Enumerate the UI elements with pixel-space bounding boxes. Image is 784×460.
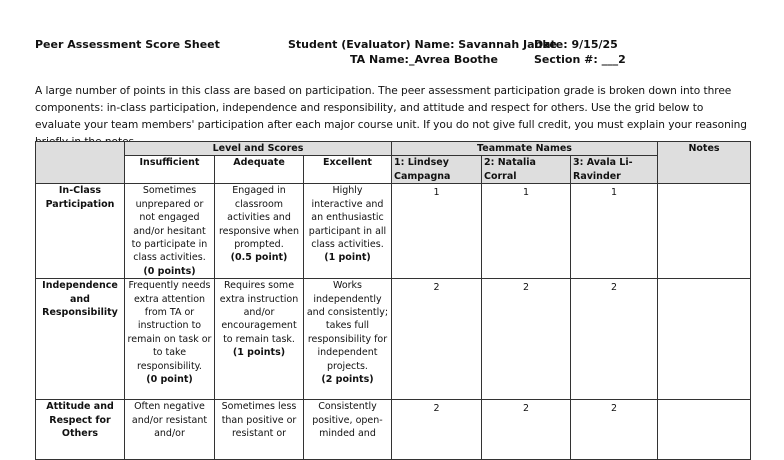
teammate-header: Teammate Names xyxy=(392,142,658,156)
corner-cell xyxy=(36,142,125,184)
assessment-table xyxy=(35,141,751,460)
score-cell[interactable]: 2 xyxy=(482,400,571,460)
score-cell[interactable]: 2 xyxy=(392,400,482,460)
criteria-cell: Engaged in classroom activities and responsive when prompted. (0.5 point) xyxy=(215,184,304,279)
level-adequate: Adequate xyxy=(215,156,304,184)
score-cell[interactable]: 2 xyxy=(482,279,571,400)
notes-header: Notes xyxy=(658,142,751,184)
score-cell[interactable]: 2 xyxy=(571,279,658,400)
criteria-cell: Sometimes less than positive or resistant or xyxy=(215,400,304,460)
score-cell[interactable]: 1 xyxy=(392,184,482,279)
score-cell[interactable]: 1 xyxy=(571,184,658,279)
table-row xyxy=(36,400,751,460)
student-name: Student (Evaluator) Name: Savannah Janke xyxy=(288,38,557,51)
sheet-title: Peer Assessment Score Sheet xyxy=(35,38,220,51)
level-insufficient: Insufficient xyxy=(125,156,215,184)
teammate-3: 3: Avala Li-Ravinder xyxy=(571,156,658,184)
teammate-2: 2: Natalia Corral xyxy=(482,156,571,184)
table-row xyxy=(36,279,751,400)
criteria-cell: Sometimes unprepared or not engaged and/or hesitant to participate in class activities. (0 points) xyxy=(125,184,215,279)
row-label: Independence and Responsibility xyxy=(36,279,125,400)
notes-cell[interactable] xyxy=(658,279,751,400)
notes-cell[interactable] xyxy=(658,400,751,460)
criteria-cell: Requires some extra instruction and/or encouragement to remain task. (1 points) xyxy=(215,279,304,400)
score-cell[interactable]: 2 xyxy=(392,279,482,400)
criteria-cell: Often negative and/or resistant and/or xyxy=(125,400,215,460)
criteria-cell: Highly interactive and an enthusiastic participant in all class activities. (1 point) xyxy=(304,184,392,279)
level-excellent: Excellent xyxy=(304,156,392,184)
date-field: Date: 9/15/25 xyxy=(534,38,618,51)
section-field: Section #: ___2 xyxy=(534,53,626,66)
criteria-cell: Frequently needs extra attention from TA or instruction to remain on task or to take responsibility. (0 point) xyxy=(125,279,215,400)
level-header: Level and Scores xyxy=(125,142,392,156)
table-row xyxy=(36,184,751,279)
row-label: In-Class Participation xyxy=(36,184,125,279)
criteria-cell: Consistently positive, open-minded and xyxy=(304,400,392,460)
ta-name: TA Name:_Avrea Boothe xyxy=(350,53,498,66)
score-cell[interactable]: 2 xyxy=(571,400,658,460)
row-label: Attitude and Respect for Others xyxy=(36,400,125,460)
criteria-cell: Works independently and consistently; takes full responsibility for independent projects. (2 points) xyxy=(304,279,392,400)
notes-cell[interactable] xyxy=(658,184,751,279)
teammate-1: 1: Lindsey Campagna xyxy=(392,156,482,184)
instructions-paragraph: A large number of points in this class are based on participation. The peer assessment participation grade is broken down into three components: in-class participation, independence and responsibility, and attitude and respect for others. Use the grid below to evaluate your team members' participation after each major course unit. If you do not give full credit, you must explain your reasoning xyxy=(35,85,747,131)
score-cell[interactable]: 1 xyxy=(482,184,571,279)
